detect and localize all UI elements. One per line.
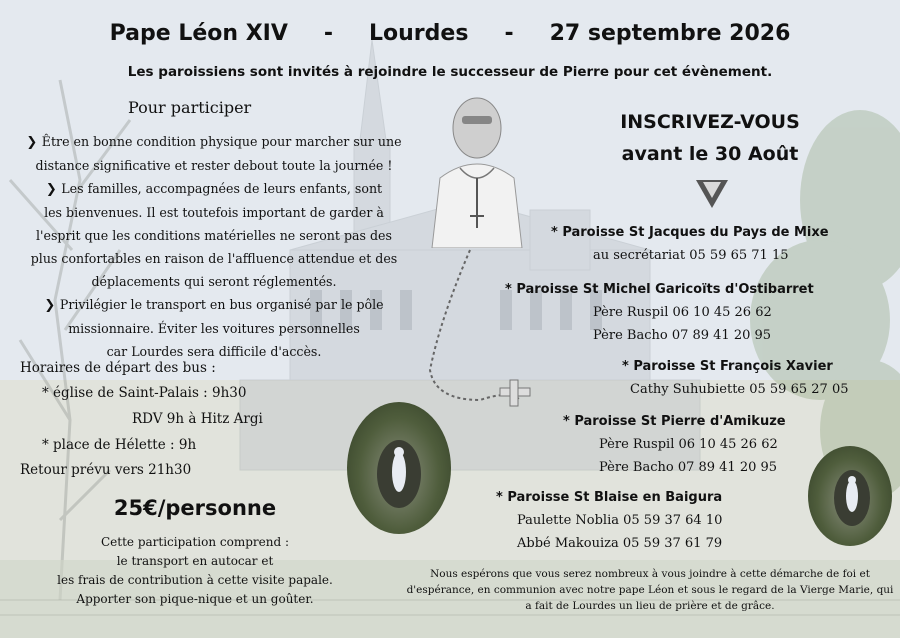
- participer-line: [14, 177, 414, 201]
- title-separator: -: [323, 20, 334, 46]
- participer-line: [14, 224, 414, 247]
- participation-details: [20, 533, 370, 609]
- participation-line: le transport en autocar et: [116, 554, 274, 568]
- chevron-down-icon: [694, 178, 730, 210]
- subtitle: Les paroissiens sont invités à rejoindre le successeur de Pierre pour cet évènement.: [127, 64, 773, 80]
- title-pope: Pape Léon XIV: [109, 20, 288, 46]
- participer-text: les bienvenues. Il est toutefois important de garder à: [44, 205, 384, 220]
- paroisse-contact: Père Ruspil 06 10 45 26 62: [593, 305, 772, 320]
- chevron-right-icon: ❯: [45, 182, 62, 197]
- inscription-block: [570, 106, 850, 170]
- participation-line: les frais de contribution à cette visite papale.: [57, 573, 333, 587]
- inscription-deadline: avant le 30 Août: [621, 143, 799, 165]
- page-title: [0, 16, 900, 50]
- paroisse-name: * Paroisse St François Xavier: [622, 359, 833, 374]
- participer-line: [14, 201, 414, 224]
- paroisse-name: * Paroisse St Michel Garicoïts d'Ostibarret: [505, 282, 814, 297]
- inscription-title: INSCRIVEZ-VOUS: [620, 111, 800, 133]
- paroisse-5: [496, 486, 722, 555]
- paroisse-name: * Paroisse St Jacques du Pays de Mixe: [551, 225, 829, 240]
- participer-line: [14, 247, 414, 270]
- horaires-saint-palais: * église de Saint-Palais : 9h30: [42, 385, 247, 401]
- participer-text: distance significative et rester debout toute la journée !: [35, 158, 393, 173]
- virgin-mary-icon: [808, 446, 892, 546]
- participation-line: Cette participation comprend :: [100, 535, 289, 549]
- participer-text: Privilégier le transport en bus organisé par le pôle: [59, 297, 384, 312]
- chevron-right-icon: ❯: [26, 135, 42, 150]
- paroisse-contact: Père Bacho 07 89 41 20 95: [593, 328, 772, 343]
- participer-line: [14, 317, 414, 340]
- participer-text: plus confortables en raison de l'affluence attendue et des: [30, 251, 398, 266]
- participer-line: [14, 130, 414, 154]
- horaires-helette: * place de Hélette : 9h: [42, 437, 197, 453]
- pope-portrait: [412, 88, 542, 248]
- horaires-heading: Horaires de départ des bus :: [20, 360, 216, 376]
- participer-line: [14, 270, 414, 293]
- participer-list: [14, 130, 414, 363]
- participation-line: Apporter son pique-nique et un goûter.: [76, 592, 314, 606]
- paroisse-4: [563, 410, 786, 479]
- paroisse-1: [551, 221, 829, 267]
- paroisse-contact: Cathy Suhubiette 05 59 65 27 05: [630, 382, 849, 397]
- participer-line: [14, 293, 414, 317]
- closing-message: Nous espérons que vous serez nombreux à vous joindre à cette démarche de foi et d'espérance, en communion avec notre pape Léon et sous le regard de la Vierge Marie, qui a fait de Lourdes un lieu de prière et de grâce.: [406, 568, 894, 612]
- participer-text: missionnaire. Éviter les voitures personnelles: [68, 321, 360, 336]
- chevron-right-icon: ❯: [44, 298, 60, 313]
- paroisse-contact: Père Ruspil 06 10 45 26 62: [599, 437, 778, 452]
- horaires-rdv: RDV 9h à Hitz Argi: [132, 411, 263, 427]
- grotto-image-small: [808, 446, 892, 546]
- title-separator: -: [504, 20, 514, 46]
- paroisse-contact: Père Bacho 07 89 41 20 95: [599, 460, 778, 475]
- paroisse-3: [622, 355, 848, 401]
- paroisse-2: [505, 278, 814, 347]
- participer-line: [14, 154, 414, 177]
- grotto-image: [347, 402, 451, 534]
- paroisse-name: * Paroisse St Blaise en Baigura: [496, 490, 723, 505]
- title-date: 27 septembre 2026: [549, 20, 791, 46]
- participer-text: car Lourdes sera difficile d'accès.: [106, 344, 322, 359]
- participer-heading: Pour participer: [128, 98, 252, 117]
- paroisse-name: * Paroisse St Pierre d'Amikuze: [563, 414, 786, 429]
- participer-text: Être en bonne condition physique pour marcher sur une: [41, 134, 402, 149]
- participer-text: déplacements qui seront réglementés.: [91, 274, 337, 289]
- title-place: Lourdes: [369, 20, 469, 46]
- paroisse-contact: Abbé Makouiza 05 59 37 61 79: [517, 536, 723, 551]
- horaires-retour: Retour prévu vers 21h30: [20, 462, 192, 478]
- price-label: 25€/personne: [113, 496, 277, 520]
- paroisse-contact: au secrétariat 05 59 65 71 15: [593, 248, 789, 263]
- paroisse-contact: Paulette Noblia 05 59 37 64 10: [517, 513, 723, 528]
- participer-text: Les familles, accompagnées de leurs enfants, sont: [61, 181, 383, 196]
- virgin-mary-icon: [347, 402, 451, 534]
- participer-text: l'esprit que les conditions matérielles ne seront pas des: [36, 228, 392, 243]
